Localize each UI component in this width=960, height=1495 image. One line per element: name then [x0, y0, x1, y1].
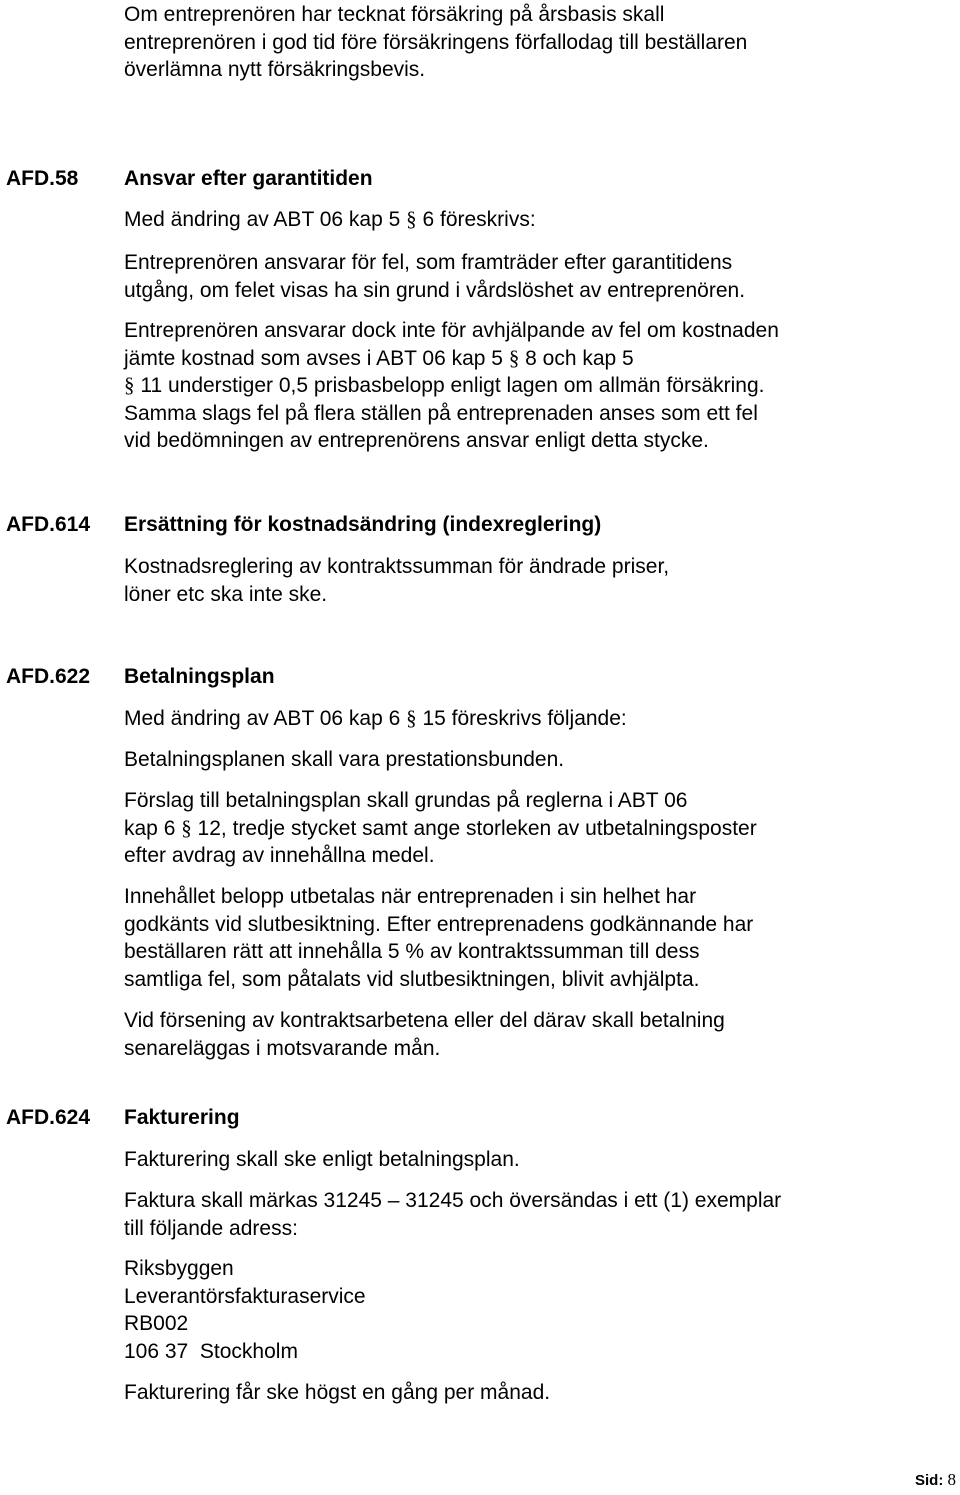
- intro-paragraph: [124, 1, 924, 84]
- text-line: godkänts vid slutbesiktning. Efter entreprenadens godkännande har: [124, 912, 754, 936]
- text-line: jämte kostnad som avses i ABT 06 kap 5 § 8 och kap 5: [124, 345, 634, 370]
- intro-line: entreprenören i god tid före försäkringens förfallodag till beställaren: [124, 30, 748, 54]
- address-line: Riksbyggen: [124, 1257, 234, 1280]
- text-line: Förslag till betalningsplan skall grundas på reglerna i ABT 06: [124, 789, 688, 812]
- text-line: Innehållet belopp utbetalas när entreprenaden i sin helhet har: [124, 885, 697, 908]
- text-line: beställaren rätt att innehålla 5 % av kontraktssumman till dess: [124, 940, 700, 963]
- section-code: AFD.614: [6, 513, 91, 536]
- text-line: vid bedömningen av entreprenörens ansvar enligt detta stycke.: [124, 429, 709, 452]
- text-line: Faktura skall märkas 31245 – 31245 och översändas i ett (1) exemplar: [124, 1189, 782, 1212]
- section-code: AFD.624: [6, 1106, 91, 1129]
- paragraph: [124, 1007, 924, 1062]
- text-line: utgång, om felet visas ha sin grund i vårdslöshet av entreprenören.: [124, 278, 746, 302]
- text-line: till följande adress:: [124, 1216, 298, 1240]
- text-line: samtliga fel, som påtalats vid slutbesiktningen, blivit avhjälpta.: [124, 967, 700, 991]
- text-line: Med ändring av ABT 06 kap 6 § 15 föreskrivs följande:: [124, 706, 627, 730]
- section-sign: §: [406, 207, 417, 231]
- text-line: Kostnadsreglering av kontraktssumman för ändrade priser,: [124, 555, 670, 578]
- paragraph: [124, 1379, 924, 1407]
- text-line: efter avdrag av innehållna medel.: [124, 844, 435, 867]
- text-line: Samma slags fel på flera ställen på entreprenaden anses som ett fel: [124, 401, 758, 425]
- section-title: Fakturering: [124, 1106, 240, 1129]
- section-afd624: [124, 1104, 924, 1132]
- text-line: Med ändring av ABT 06 kap 5 § 6 föreskrivs:: [124, 207, 536, 231]
- section-afd622: [124, 663, 924, 691]
- section-title: Betalningsplan: [124, 665, 275, 688]
- page-value: 8: [947, 1470, 956, 1489]
- paragraph: [124, 1146, 924, 1174]
- section-code: AFD.58: [6, 167, 79, 190]
- text-line: Entreprenören ansvarar för fel, som framträder efter garantitidens: [124, 251, 733, 274]
- text-line: kap 6 § 12, tredje stycket samt ange storleken av utbetalningsposter: [124, 815, 757, 840]
- text-line: löner etc ska inte ske.: [124, 582, 328, 606]
- text-line: § 11 understiger 0,5 prisbasbelopp enligt lagen om allmän försäkring.: [124, 373, 765, 397]
- paragraph: [124, 206, 924, 234]
- address-line: 106 37 Stockholm: [124, 1339, 298, 1363]
- text-line: Vid försening av kontraktsarbetena eller del därav skall betalning: [124, 1009, 725, 1032]
- section-title: Ersättning för kostnadsändring (indexreglering): [124, 513, 602, 536]
- intro-line: överlämna nytt försäkringsbevis.: [124, 58, 426, 81]
- page-number: [915, 1471, 956, 1490]
- paragraph: [124, 317, 924, 455]
- section-code: AFD.622: [6, 665, 91, 688]
- text-line: Betalningsplanen skall vara prestationsbunden.: [124, 748, 565, 771]
- intro-line: Om entreprenören har tecknat försäkring på årsbasis skall: [124, 3, 665, 26]
- text-line: Entreprenören ansvarar dock inte för avhjälpande av fel om kostnaden: [124, 319, 779, 342]
- paragraph: [124, 746, 924, 774]
- paragraph: [124, 787, 924, 870]
- text-line: senareläggas i motsvarande mån.: [124, 1036, 441, 1060]
- section-afd58: [124, 165, 924, 193]
- section-sign: §: [124, 373, 135, 397]
- section-sign: §: [406, 706, 417, 730]
- address-line: RB002: [124, 1312, 189, 1335]
- paragraph: [124, 1187, 924, 1242]
- section-title: Ansvar efter garantitiden: [124, 167, 373, 190]
- text-line: Fakturering skall ske enligt betalningsplan.: [124, 1148, 520, 1171]
- section-afd614: [124, 511, 924, 539]
- paragraph: [124, 705, 924, 733]
- paragraph: [124, 883, 924, 993]
- address-block: [124, 1255, 924, 1365]
- section-sign: §: [181, 815, 192, 840]
- section-sign: §: [508, 345, 520, 370]
- paragraph: [124, 553, 924, 608]
- text-line: Fakturering får ske högst en gång per månad.: [124, 1381, 551, 1404]
- paragraph: [124, 249, 924, 304]
- address-line: Leverantörsfakturaservice: [124, 1284, 366, 1308]
- page-label: Sid:: [914, 1472, 944, 1489]
